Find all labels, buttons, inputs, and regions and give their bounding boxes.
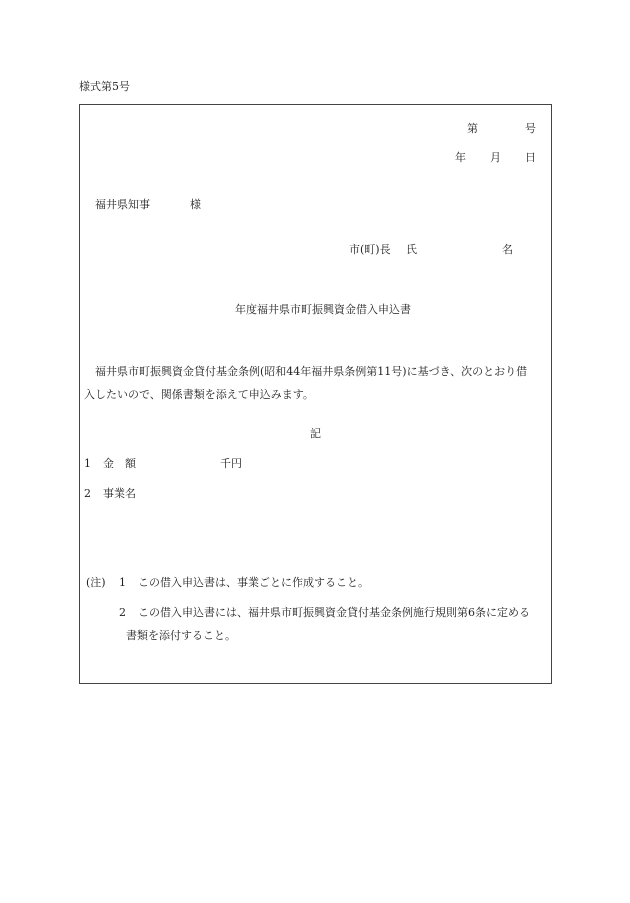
item-number: 1 (84, 457, 91, 470)
ki-heading: 記 (310, 427, 321, 440)
applicant-name-label-2: 名 (502, 243, 513, 256)
item-label-project: 事業名 (103, 487, 136, 500)
addressee-name: 福井県知事 (95, 198, 150, 211)
note-number: 1 (119, 576, 126, 589)
note-text: この借入申込書は、事業ごとに作成すること。 (138, 576, 369, 589)
body-line-1: 福井県市町振興資金貸付基金条例(昭和44年福井県条例第11号)に基づき、次のとおり借 (95, 365, 528, 378)
doc-number-suffix: 号 (525, 122, 536, 135)
applicant-title: 市(町)長 (349, 243, 391, 256)
item-value-amount-unit: 千円 (220, 457, 242, 470)
notes-label: (注) (86, 576, 106, 589)
form-frame (79, 104, 552, 684)
date-day: 日 (525, 151, 536, 164)
item-number: 2 (84, 487, 91, 500)
item-label-amount: 金 額 (103, 457, 136, 470)
date-year: 年 (455, 151, 466, 164)
applicant-name-label-1: 氏 (406, 243, 417, 256)
form-number: 様式第5号 (79, 80, 130, 93)
note-text-continued: 書類を添付すること。 (126, 629, 236, 642)
document-title: 年度福井県市町振興資金借入申込書 (235, 303, 411, 316)
date-month: 月 (490, 151, 501, 164)
doc-number-prefix: 第 (467, 122, 478, 135)
note-number: 2 (119, 606, 126, 619)
note-text: この借入申込書には、福井県市町振興資金貸付基金条例施行規則第6条に定める (138, 606, 530, 619)
addressee-honorific: 様 (190, 198, 201, 211)
body-line-2: 入したいので、関係書類を添えて申込みます。 (84, 388, 314, 401)
